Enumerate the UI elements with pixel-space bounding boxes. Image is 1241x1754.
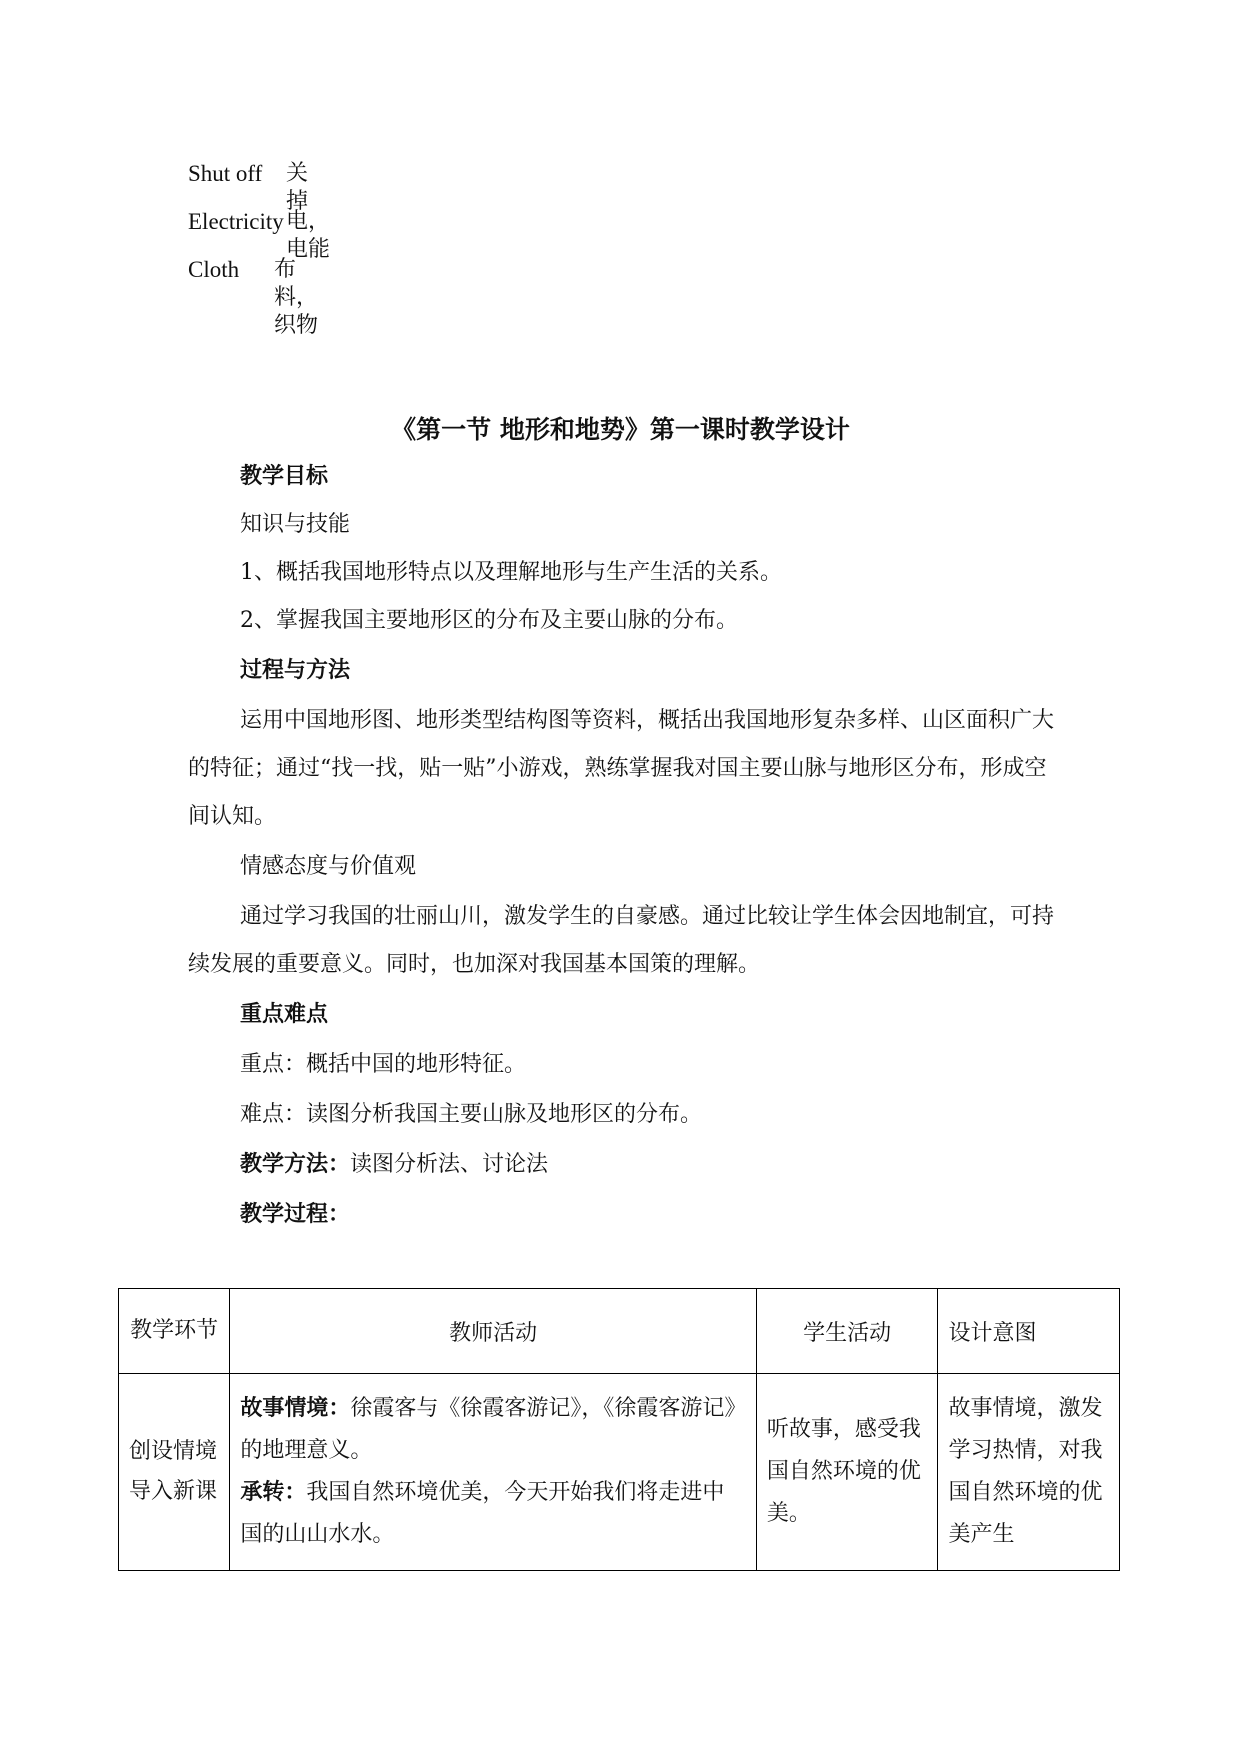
process-text: 运用中国地形图、地形类型结构图等资料，概括出我国地形复杂多样、山区面积广大的特征；通过“找一找，贴一贴”小游戏，熟练掌握我对国主要山脉与地形区分布，形成空间认知。 xyxy=(188,708,1055,829)
cell-student: 听故事，感受我国自然环境的优美。 xyxy=(756,1374,938,1571)
vocabulary-list xyxy=(188,160,331,338)
difficult-point: 难点：读图分析我国主要山脉及地形区的分布。 xyxy=(240,1102,703,1127)
vocab-english: Electricity xyxy=(188,209,284,234)
table-header-row xyxy=(119,1289,1120,1374)
story-label: 故事情境： xyxy=(240,1396,351,1421)
process-heading: 过程与方法 xyxy=(240,658,351,683)
method-text: 读图分析法、讨论法 xyxy=(350,1152,549,1177)
teaching-method xyxy=(240,1141,548,1189)
transition-text: 我国自然环境优美，今天开始我们将走进中国的山山水水。 xyxy=(240,1480,725,1547)
story-text: 徐霞客与《徐霞客游记》，《徐霞客游记》的地理意义。 xyxy=(240,1396,736,1463)
method-label: 教学方法： xyxy=(240,1152,351,1177)
cell-teacher xyxy=(230,1374,757,1571)
goals-heading: 教学目标 xyxy=(240,464,329,489)
table-row xyxy=(119,1374,1120,1571)
header-student: 学生活动 xyxy=(756,1289,938,1374)
header-teacher: 教师活动 xyxy=(230,1289,757,1374)
vocab-item xyxy=(188,208,331,262)
document-title: 《第一节 地形和地势》第一课时教学设计 xyxy=(391,415,850,444)
cell-intent: 故事情境，激发学习热情，对我国自然环境的优美产生 xyxy=(938,1374,1120,1571)
procedure-table xyxy=(118,1288,1120,1571)
knowledge-heading: 知识与技能 xyxy=(240,512,351,537)
goal-item: 1、概括我国地形特点以及理解地形与生产生活的关系。 xyxy=(240,560,782,585)
vocab-chinese: 布料，织物 xyxy=(274,257,319,338)
vocab-english: Shut off xyxy=(188,161,263,186)
transition-label: 承转： xyxy=(240,1480,307,1505)
emotion-text: 通过学习我国的壮丽山川，激发学生的自豪感。通过比较让学生体会因地制宜，可持续发展的重要意义。同时，也加深对我国基本国策的理解。 xyxy=(188,904,1055,977)
key-heading: 重点难点 xyxy=(240,1002,329,1027)
vocab-english: Cloth xyxy=(188,257,240,282)
vocab-chinese: 电，电能 xyxy=(286,209,331,262)
vocab-item xyxy=(188,256,319,338)
vocab-item xyxy=(188,160,309,214)
key-point: 重点：概括中国的地形特征。 xyxy=(240,1052,527,1077)
cell-stage: 创设情境导入新课 xyxy=(119,1374,230,1571)
emotion-heading: 情感态度与价值观 xyxy=(240,854,417,879)
goal-item: 2、掌握我国主要地形区的分布及主要山脉的分布。 xyxy=(240,608,738,633)
header-intent: 设计意图 xyxy=(938,1289,1120,1374)
header-stage: 教学环节 xyxy=(119,1289,230,1374)
vocab-chinese: 关掉 xyxy=(286,161,309,214)
procedure-heading: 教学过程： xyxy=(240,1202,351,1227)
